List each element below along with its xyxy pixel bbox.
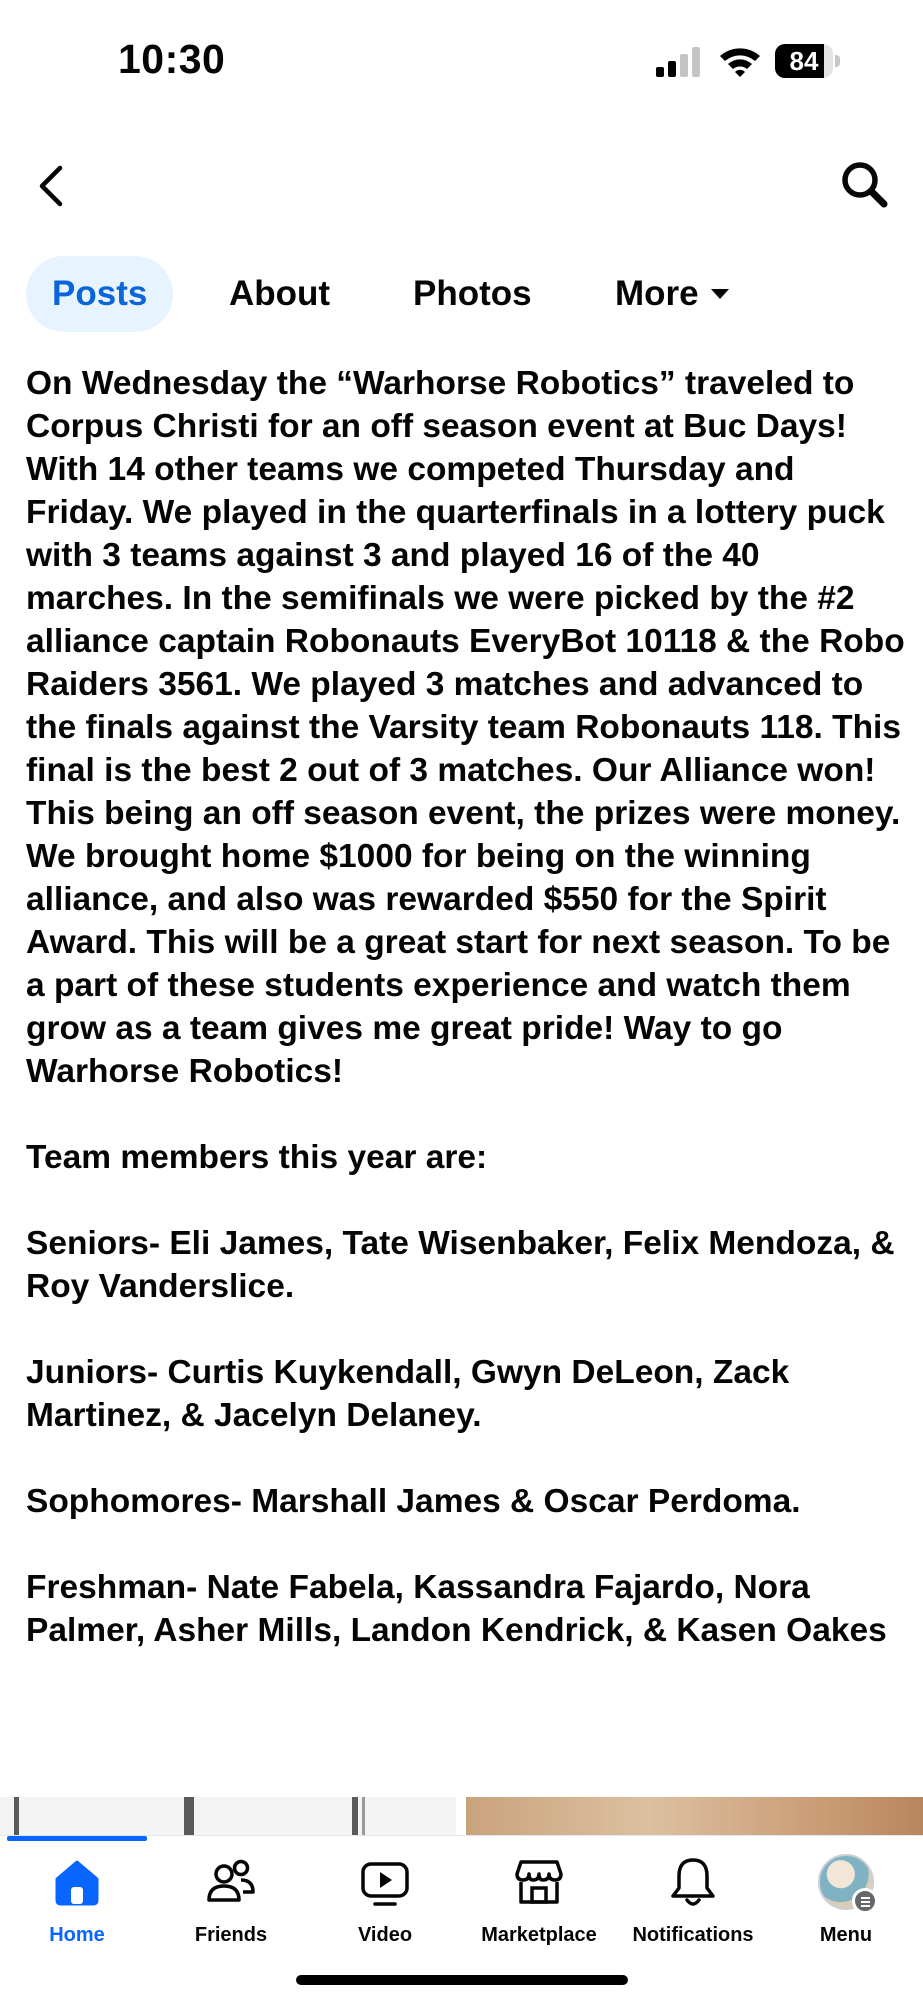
status-time: 10:30 (118, 36, 226, 82)
tab-about[interactable] (229, 256, 330, 332)
caret-down-icon (711, 289, 729, 299)
home-indicator (296, 1975, 628, 1985)
active-tab-indicator (7, 1836, 147, 1841)
nav-menu-label: Menu (819, 1924, 873, 1946)
nav-home[interactable] (0, 1854, 154, 1954)
signal-icon (654, 47, 704, 77)
battery-level: 84 (789, 46, 819, 76)
avatar (818, 1854, 874, 1910)
nav-friends-label: Friends (194, 1924, 268, 1946)
tab-about-label: About (229, 274, 331, 313)
post-paragraph: Seniors- Eli James, Tate Wisenbaker, Felix Mendoza, & Roy Vanderslice. (26, 1225, 895, 1305)
post-photo[interactable] (0, 1797, 456, 1837)
nav-marketplace-label: Marketplace (481, 1924, 597, 1946)
nav-home-label: Home (49, 1924, 105, 1946)
video-icon (357, 1854, 413, 1910)
friends-icon (203, 1854, 259, 1910)
bell-icon (665, 1854, 721, 1910)
page-header (0, 150, 923, 220)
post-photo[interactable] (466, 1797, 923, 1837)
post-paragraph: Sophomores- Marshall James & Oscar Perdoma. (26, 1483, 801, 1520)
menu-badge-icon (852, 1888, 878, 1914)
tab-photos[interactable] (413, 256, 532, 332)
post-paragraph: Team members this year are: (26, 1139, 488, 1176)
search-icon[interactable] (836, 156, 896, 216)
post-paragraph: Freshman- Nate Fabela, Kassandra Fajardo, Nora Palmer, Asher Mills, Landon Kendrick, & Kasen Oakes (26, 1569, 887, 1649)
tab-more[interactable] (615, 256, 729, 332)
post-photos[interactable] (0, 1797, 923, 1837)
nav-marketplace[interactable] (462, 1854, 616, 1954)
home-icon (49, 1854, 105, 1910)
nav-video[interactable] (308, 1854, 462, 1954)
nav-notifications-label: Notifications (632, 1924, 754, 1946)
tab-posts[interactable] (26, 256, 173, 332)
chevron-left-icon[interactable] (28, 156, 76, 216)
nav-notifications[interactable] (616, 1854, 770, 1954)
status-bar (0, 0, 923, 120)
profile-tabs (26, 256, 906, 332)
marketplace-icon (511, 1854, 567, 1910)
nav-menu[interactable] (769, 1854, 923, 1954)
post-paragraph: On Wednesday the “Warhorse Robotics” traveled to Corpus Christi for an off season event at Buc Days! With 14 other teams we competed Thursday and Friday. We played in the quarterfinals in a lottery puck with 3 teams against 3 and played 16 of the 40 marches. In the semifinals we were picked by the #2 alliance captain Robonauts EveryBot 10118 & the Robo Raiders 3561. We played 3 matches and advanced to the finals against the Varsity team Robonauts 118. This final is the best 2 out of 3 matches. Our Alliance won! This being an off season event, the prizes were money. We brought home $1000 for being on the winning alliance, and also was rewarded $550 for the Spirit Award. This will be a great start for next season. To be a part of these students experience and watch them grow as a team gives me great pride! Way to go Warhorse Robotics! (26, 365, 905, 1090)
post-paragraph: Juniors- Curtis Kuykendall, Gwyn DeLeon, Zack Martinez, & Jacelyn Delaney. (26, 1354, 790, 1434)
nav-friends[interactable] (154, 1854, 308, 1954)
wifi-icon (718, 44, 762, 78)
tab-posts-label: Posts (52, 274, 148, 313)
tab-photos-label: Photos (413, 274, 532, 313)
battery-icon (775, 44, 841, 78)
nav-video-label: Video (357, 1924, 413, 1946)
post-body (26, 362, 906, 1652)
tab-more-label: More (615, 274, 699, 313)
